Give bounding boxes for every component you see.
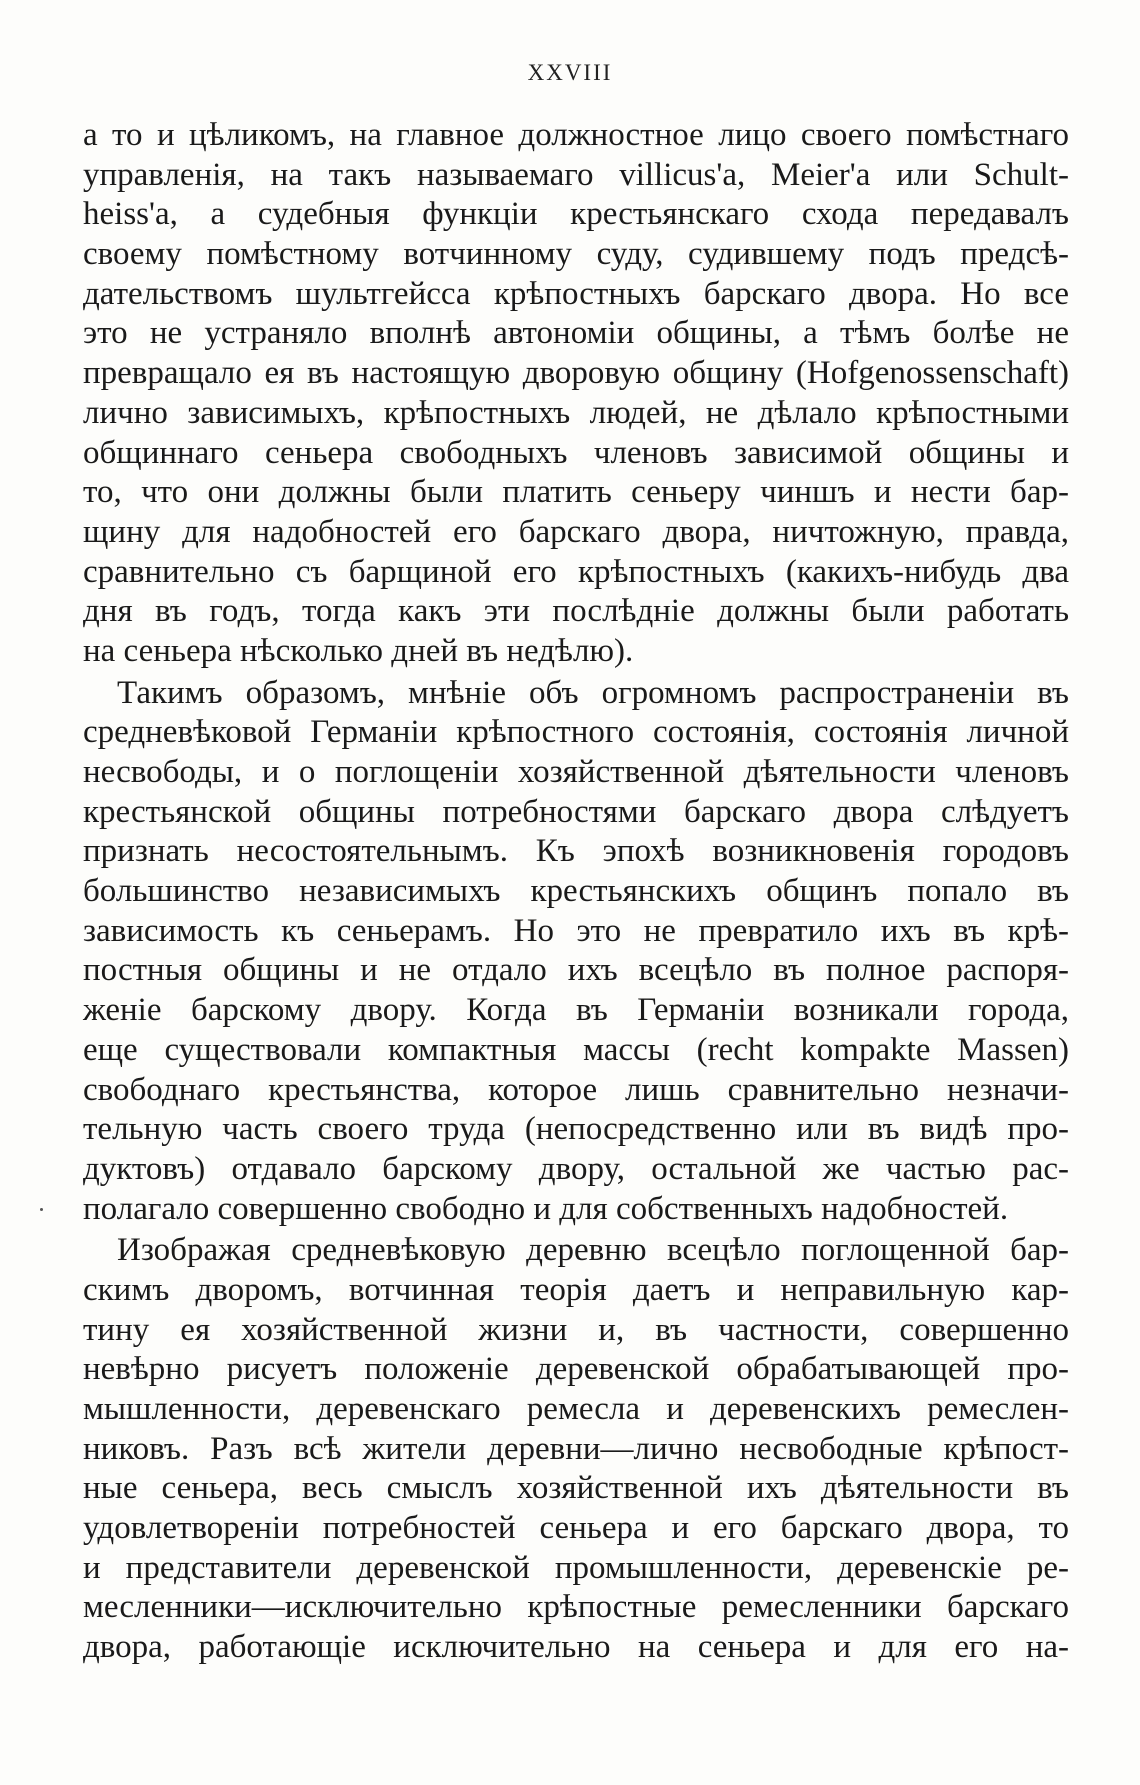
text-line: сравнительно съ барщиной его крѣпостныхъ (какихъ-нибудь два (83, 553, 1069, 590)
text-line: постныя общины и не отдало ихъ всецѣло въ полное распоря- (83, 952, 1069, 989)
text-line: Такимъ образомъ, мнѣніе объ огромномъ распространеніи въ (117, 674, 1069, 711)
text-line: тельную часть своего труда (непосредственно или въ видѣ про- (83, 1111, 1069, 1148)
text-line: скимъ дворомъ, вотчинная теорія даетъ и неправильную кар- (83, 1271, 1069, 1308)
text-line: еще существовали компактныя массы (recht kompakte Massen) (83, 1031, 1069, 1068)
text-line: управленія, на такъ называемаго villicus'a, Meier'a или Schult- (83, 156, 1069, 193)
margin-mark (40, 1208, 43, 1211)
text-line: средневѣковой Германіи крѣпостного состоянія, состоянія личной (83, 714, 1069, 751)
paragraph-1 (83, 116, 1069, 672)
paragraph-2 (83, 674, 1069, 1230)
text-line: дательствомъ шультгейсса крѣпостныхъ барскаго двора. Но все (83, 275, 1069, 312)
text-line: зависимость къ сеньерамъ. Но это не превратило ихъ въ крѣ- (83, 912, 1069, 949)
text-line: мышленности, деревенскаго ремесла и деревенскихъ ремеслен- (83, 1391, 1069, 1427)
text-line: это не устраняло вполнѣ автономіи общины, а тѣмъ болѣе не (83, 315, 1069, 352)
text-line: дня въ годъ, тогда какъ эти послѣдніе должны были работать (83, 593, 1069, 630)
text-line: своему помѣстному вотчинному суду, судившему подъ предсѣ- (83, 236, 1069, 273)
text-line: и представители деревенской промышленности, деревенскіе ре- (83, 1549, 1069, 1586)
text-line: двора, работающіе исключительно на сеньера и для его на- (83, 1629, 1069, 1666)
text-line: ные сеньера, весь смыслъ хозяйственной ихъ дѣятельности въ (83, 1470, 1069, 1507)
text-line: а то и цѣликомъ, на главное должностное лицо своего помѣстнаго (83, 117, 1069, 153)
body-text (83, 116, 1069, 1668)
text-line: Изображая средневѣковую деревню всецѣло поглощенной бар- (117, 1232, 1069, 1269)
text-line: heiss'a, а судебныя функціи крестьянскаго схода передавалъ (83, 196, 1069, 233)
paragraph-3 (83, 1231, 1069, 1668)
text-line: тину ея хозяйственной жизни и, въ частности, совершенно (83, 1311, 1069, 1348)
text-line: удовлетвореніи потребностей сеньера и его барскаго двора, то (83, 1510, 1069, 1547)
text-line: свободнаго крестьянства, которое лишь сравнительно незначи- (83, 1071, 1069, 1108)
text-line: то, что они должны были платить сеньеру чиншъ и нести бар- (83, 474, 1069, 511)
text-line: дуктовъ) отдавало барскому двору, остальной же частью рас- (83, 1150, 1069, 1187)
text-line: общиннаго сеньера свободныхъ членовъ зависимой общины и (83, 434, 1069, 471)
text-line: превращало ея въ настоящую дворовую общину (Hofgenossenschaft) (83, 355, 1069, 392)
text-line: большинство независимыхъ крестьянскихъ общинъ попало въ (83, 873, 1069, 910)
text-line: щину для надобностей его барскаго двора, ничтожную, правда, (83, 513, 1069, 550)
text-line: никовъ. Разъ всѣ жители деревни—лично несвободные крѣпост- (83, 1430, 1069, 1467)
text-line: невѣрно рисуетъ положеніе деревенской обрабатывающей про- (83, 1351, 1069, 1388)
text-line: крестьянской общины потребностями барскаго двора слѣдуетъ (83, 793, 1069, 830)
page-number: XXVIII (527, 60, 613, 85)
text-line: женіе барскому двору. Когда въ Германіи возникали города, (83, 992, 1069, 1029)
text-line: признать несостоятельнымъ. Къ эпохѣ возникновенія городовъ (83, 833, 1069, 870)
text-line: месленники—исключительно крѣпостные ремесленники барскаго (83, 1589, 1069, 1626)
text-line: полагало совершенно свободно и для собственныхъ надобностей. (83, 1190, 1009, 1227)
text-line: на сеньера нѣсколько дней въ недѣлю). (83, 632, 634, 669)
text-line: лично зависимыхъ, крѣпостныхъ людей, не дѣлало крѣпостными (83, 394, 1069, 431)
text-line: несвободы, и о поглощеніи хозяйственной дѣятельности членовъ (83, 754, 1069, 790)
